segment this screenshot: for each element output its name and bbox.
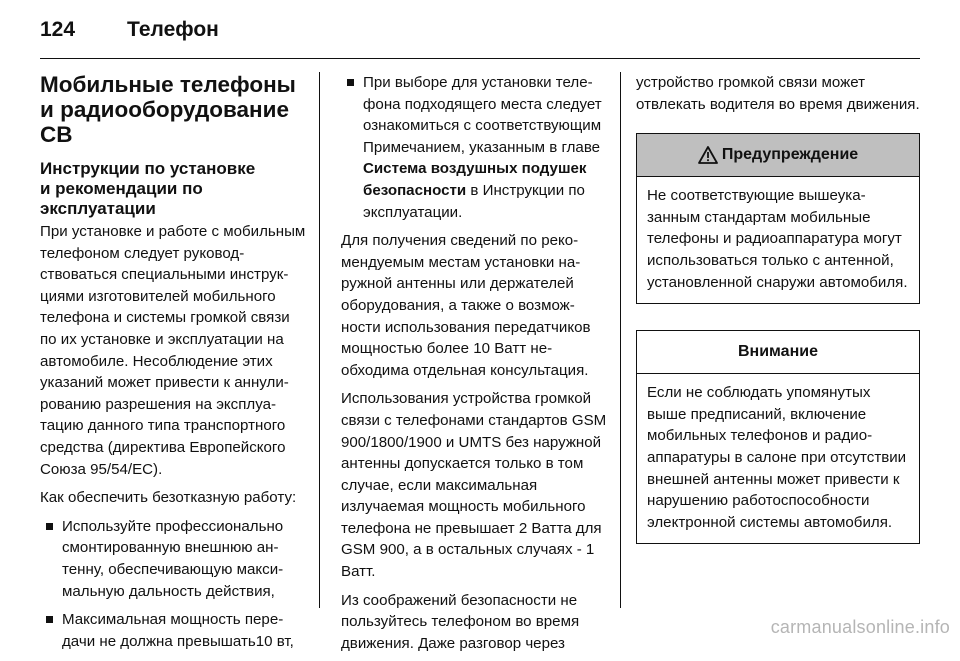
- watermark-text: carmanualsonline.info: [770, 617, 950, 637]
- warning-title: Предупреждение: [721, 146, 859, 164]
- subheading-line-3: эксплуатации: [40, 199, 156, 218]
- bullet-text-end: в Инструкции по эксплуатации.: [363, 181, 585, 221]
- bullet-text: При выборе для установки телефона подходящего места следует ознакомиться с соответствующим Примечанием, указанным в главе: [363, 74, 602, 156]
- subheading-line-1: Инструкции по установке: [40, 159, 256, 178]
- warning-text: Не соответствующие вышеуказанным стандартам мобильные телефоны и радиоаппаратура могут использоваться только с антенной, установленной снаружи автомобиля.: [647, 187, 908, 291]
- column-2: [341, 72, 609, 661]
- column-divider-2: [620, 72, 621, 608]
- heading-line-1: Мобильные телефоны: [40, 72, 296, 97]
- subsection-heading: [40, 159, 306, 219]
- bullet-list-2: [341, 72, 609, 223]
- bullet-list-1: [40, 516, 306, 653]
- page-number: 124: [40, 18, 76, 41]
- paragraph-how-to: Как обеспечить безотказную работу:: [40, 489, 297, 507]
- paragraph-antenna: Для получения сведений по рекомендуемым местам установки наружной антенны или держателей оборудования, а также о возможности использования передатчиков мощностью более 10 Ватт необходима отдельная консультация.: [341, 232, 591, 379]
- column-divider-1: [319, 72, 320, 608]
- column-1: [40, 72, 306, 659]
- airbag-chapter-reference: Система воздушных подушек безопасности: [363, 160, 587, 199]
- page-header: [40, 18, 219, 48]
- warning-box: [636, 133, 920, 304]
- section-heading: [40, 72, 306, 147]
- caution-box: [636, 330, 920, 544]
- caution-title: Внимание: [738, 343, 818, 361]
- subheading-line-2: и рекомендации по: [40, 179, 203, 198]
- warning-triangle-icon: [698, 146, 718, 164]
- list-item: Максимальная мощность передачи не должна превышать10 вт,: [40, 609, 306, 652]
- list-item: [341, 72, 609, 223]
- section-title: Телефон: [127, 18, 219, 41]
- header-rule: [40, 58, 920, 59]
- caution-text: Если не соблюдать упомянутых выше предписаний, включение мобильных телефонов и радиоаппаратуры в салоне при отсутствии внешней антенны может привести к нарушению работоспособности электронной системы автомобиля.: [647, 384, 907, 531]
- caution-header: [637, 331, 919, 374]
- heading-line-2: и радиооборудование CB: [40, 97, 289, 147]
- paragraph-distraction: устройство громкой связи может отвлекать водителя во время движения.: [636, 74, 920, 113]
- column-3: [636, 72, 920, 570]
- list-item: Используйте профессионально смонтированную внешнюю антенну, обеспечивающую максимальную дальность действия,: [40, 516, 306, 602]
- paragraph-installation: При установке и работе с мобильным телефоном следует руководствоваться специальными инструкциями изготовителей мобильного телефона и системы громкой связи по их установке и эксплуатации на автомобиле. Несоблюдение этих указаний может привести к аннулированию разрешения на эксплуатацию данного типа транспортного средства (директива Европейского Союза 95/54/EC).: [40, 223, 306, 478]
- paragraph-handsfree: Использования устройства громкой связи с телефонами стандартов GSM 900/1800/1900 и UMTS без наружной антенны допускается только в том случае, если максимальная излучаемая мощность мобильного телефона не превышает 2 Ватта для GSM 900, а в остальных случаях - 1 Ватт.: [341, 390, 607, 581]
- paragraph-safety: Из соображений безопасности не пользуйтесь телефоном во время движения. Даже разговор через: [341, 591, 580, 652]
- warning-header: [637, 134, 919, 177]
